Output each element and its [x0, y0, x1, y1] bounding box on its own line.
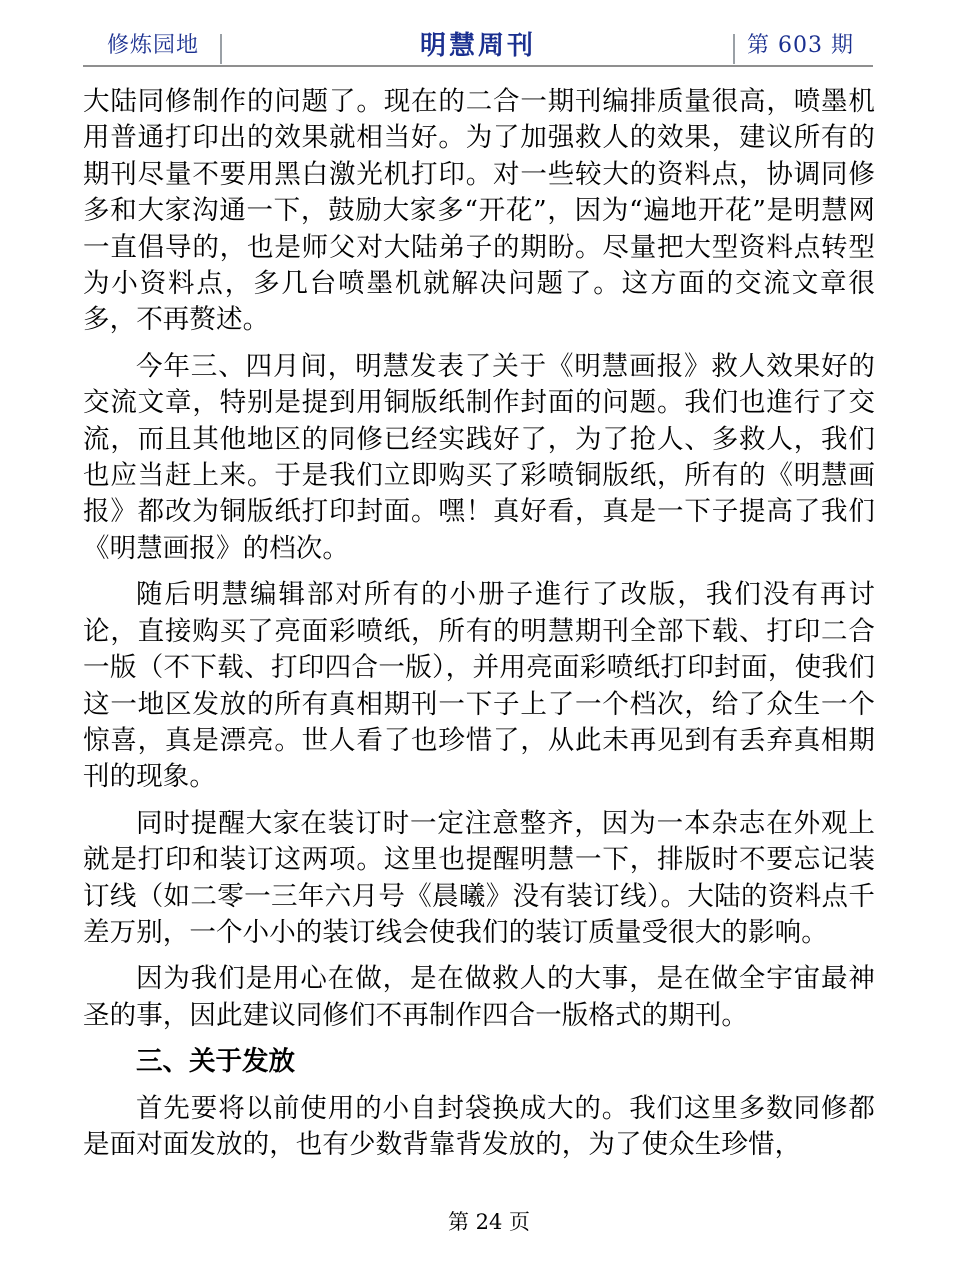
issue-number: 第 603 期: [747, 33, 854, 58]
page-header: [83, 28, 873, 66]
paragraph: 随后明慧编辑部对所有的小册子進行了改版，我们没有再讨论，直接购买了亮面彩喷纸，所有的明慧期刊全部下载、打印二合一版（不下载、打印四合一版），并用亮面彩喷纸打印封面，使我们这一地区发放的所有真相期刊一下子上了一个档次，给了众生一个惊喜，真是漂亮。世人看了也珍惜了，从此未再见到有丢弃真相期刊的现象。: [83, 579, 875, 793]
paragraph: 因为我们是用心在做，是在做救人的大事，是在做全宇宙最神圣的事，因此建议同修们不再制作四合一版格式的期刊。: [83, 963, 875, 1031]
page-number: 第 24 页: [447, 1210, 531, 1234]
section-heading: 三、关于发放: [136, 1046, 295, 1078]
paragraph: 同时提醒大家在装订时一定注意整齐，因为一本杂志在外观上就是打印和装订这两项。这里也提醒明慧一下，排版时不要忘记装订线（如二零一三年六月号《晨曦》没有装订线）。大陆的资料点千差万别，一个小小的装订线会使我们的装订质量受很大的影响。: [83, 807, 875, 948]
header-rule: [83, 65, 873, 67]
header-divider-right: [733, 34, 735, 64]
paragraph: 首先要将以前使用的小自封袋换成大的。我们这里多数同修都是面对面发放的，也有少数背靠背发放的，为了使众生珍惜，: [83, 1092, 875, 1160]
publication-title: 明慧周刊: [419, 31, 536, 61]
section-name: 修炼园地: [107, 33, 200, 58]
paragraph: 今年三、四月间，明慧发表了关于《明慧画报》救人效果好的交流文章，特别是提到用铜版纸制作封面的问题。我们也進行了交流，而且其他地区的同修已经实践好了，为了抢人、多救人，我们也应当赶上来。于是我们立即购买了彩喷铜版纸，所有的《明慧画报》都改为铜版纸打印封面。嘿！真好看，真是一下子提高了我们《明慧画报》的档次。: [83, 350, 875, 564]
paragraph: 大陆同修制作的问题了。现在的二合一期刊编排质量很高，喷墨机用普通打印出的效果就相当好。为了加强救人的效果，建议所有的期刊尽量不要用黑白激光机打印。对一些较大的资料点，协调同修多和大家沟通一下，鼓励大家多“开花”，因为“遍地开花”是明慧网一直倡导的，也是师父对大陆弟子的期盼。尽量把大型资料点转型为小资料点，多几台喷墨机就解决问题了。这方面的交流文章很多，不再赘述。: [83, 86, 875, 336]
article-body: [83, 84, 875, 1173]
